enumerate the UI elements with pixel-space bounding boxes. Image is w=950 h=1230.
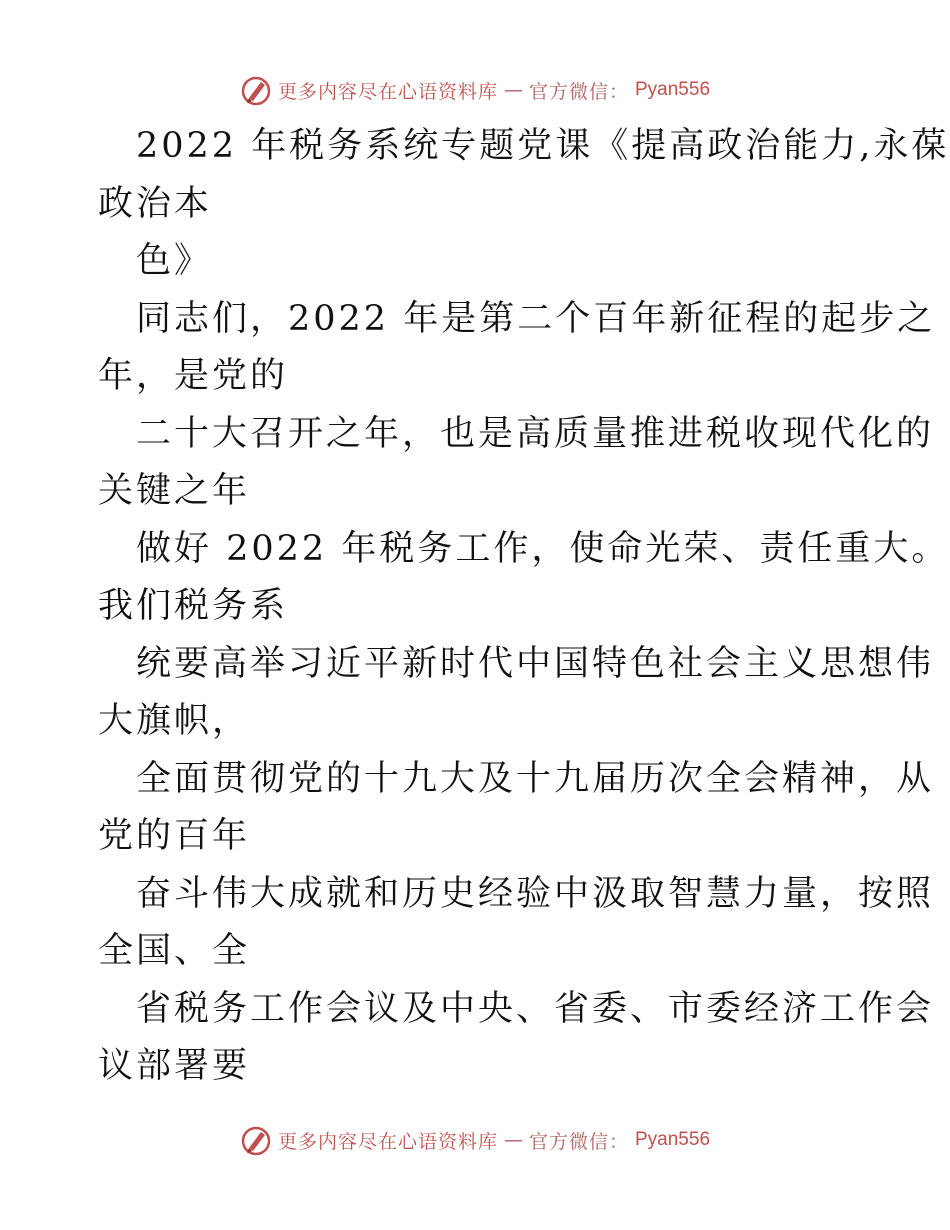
banner-wechat-id: Pyan556 [635,79,711,100]
document-line: 大旗帜， [98,701,251,741]
banner-separator: — [503,1129,523,1151]
document-line: 同志们，2022 年是第二个百年新征程的起步之 [136,298,936,339]
document-line: 政治本 [98,183,213,224]
document-line: 关键之年 [98,471,251,511]
document-line: 全面贯彻党的十九大及十九届历次全会精神，从 [136,758,935,799]
document-line: 我们税务系 [98,586,289,626]
banner-separator: — [503,79,523,101]
document-line: 统要高举习近平新时代中国特色社会主义思想伟 [136,643,935,684]
document-line: 省税务工作会议及中央、省委、市委经济工作会 [136,988,935,1029]
banner-wechat-label: 官方微信： [528,1130,629,1153]
banner-main-text: 更多内容尽在心语资料库 [277,80,498,103]
document-line: 色》 [136,241,213,281]
document-line: 议部署要 [98,1046,251,1086]
document-line: 奋斗伟大成就和历史经验中汲取智慧力量，按照 [136,873,935,914]
banner-wechat-id: Pyan556 [635,1129,711,1150]
banner-wechat-label: 官方微信： [528,80,629,103]
header-banner [0,70,950,110]
document-body [98,118,950,1096]
footer-banner [0,1120,950,1160]
document-line: 党的百年 [98,816,251,856]
document-line: 二十大召开之年，也是高质量推进税收现代化的 [136,413,935,454]
document-line: 全国、全 [98,931,251,971]
pen-logo-icon [240,1124,272,1156]
document-line: 做好 2022 年税务工作，使命光荣、责任重大。 [136,528,950,569]
document-line: 年，是党的 [98,356,289,396]
banner-main-text: 更多内容尽在心语资料库 [277,1130,498,1153]
pen-logo-icon [240,74,272,106]
document-line: 2022 年税务系统专题党课《提高政治能力,永葆 [136,126,950,166]
